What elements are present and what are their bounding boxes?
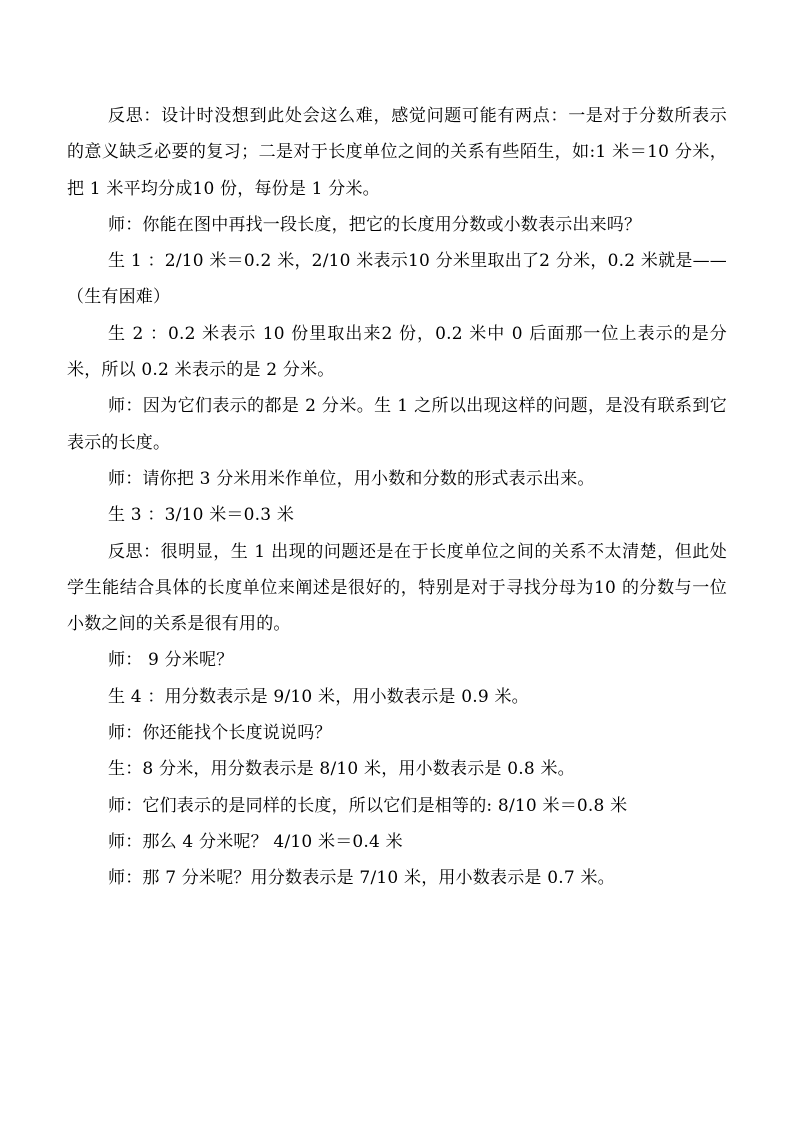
teacher-question-4-decimeters: 师：那么 4 分米呢？ 4/10 米＝0.4 米 (108, 831, 403, 852)
teacher-request-3-decimeters: 师：请你把 3 分米用米作单位，用小数和分数的形式表示出来。 (108, 468, 595, 489)
student-1-answer: 生 1 ：2/10 米＝0.2 米，2/10 米表示10 分米里取出了2 分米，0.2 米就是——（生有困难） (67, 251, 727, 308)
teacher-comment-equal: 师：它们表示的是同样的长度，所以它们是相等的: 8/10 米＝0.8 米 (108, 795, 628, 816)
student-answer-8-decimeters: 生：8 分米，用分数表示是 8/10 米，用小数表示是 0.8 米。 (108, 759, 575, 780)
teacher-question-another-length: 师：你还能找个长度说说吗？ (108, 723, 332, 744)
teacher-question-7-decimeters: 师：那 7 分米呢？用分数表示是 7/10 米，用小数表示是 0.7 米。 (108, 868, 615, 889)
reflection-paragraph-1: 反思：设计时没想到此处会这么难，感觉问题可能有两点：一是对于分数所表示的意义缺乏必要的复习；二是对于长度单位之间的关系有些陌生，如:1 米＝10 分米，把 1 米平均分成10 份，每份是 1 分米。 (67, 106, 727, 199)
document-body (67, 98, 727, 897)
reflection-paragraph-2: 反思：很明显，生 1 出现的问题还是在于长度单位之间的关系不太清楚，但此处学生能结合具体的长度单位来阐述是很好的，特别是对于寻找分母为10 的分数与一位小数之间的关系是很有用的。 (67, 541, 727, 635)
student-4-answer: 生 4 ：用分数表示是 9/10 米，用小数表示是 0.9 米。 (108, 686, 529, 707)
teacher-comment-2-decimeters: 师：因为它们表示的都是 2 分米。生 1 之所以出现这样的问题，是没有联系到它表示的长度。 (67, 396, 727, 453)
teacher-question-9-decimeters: 师： 9 分米呢？ (108, 650, 234, 671)
student-2-answer: 生 2 ：0.2 米表示 10 份里取出来2 份，0.2 米中 0 后面那一位上表示的是分米，所以 0.2 米表示的是 2 分米。 (67, 323, 727, 381)
teacher-question-find-length: 师：你能在图中再找一段长度，把它的长度用分数或小数表示出来吗？ (108, 214, 642, 235)
student-3-answer: 生 3 ：3/10 米＝0.3 米 (108, 505, 295, 526)
